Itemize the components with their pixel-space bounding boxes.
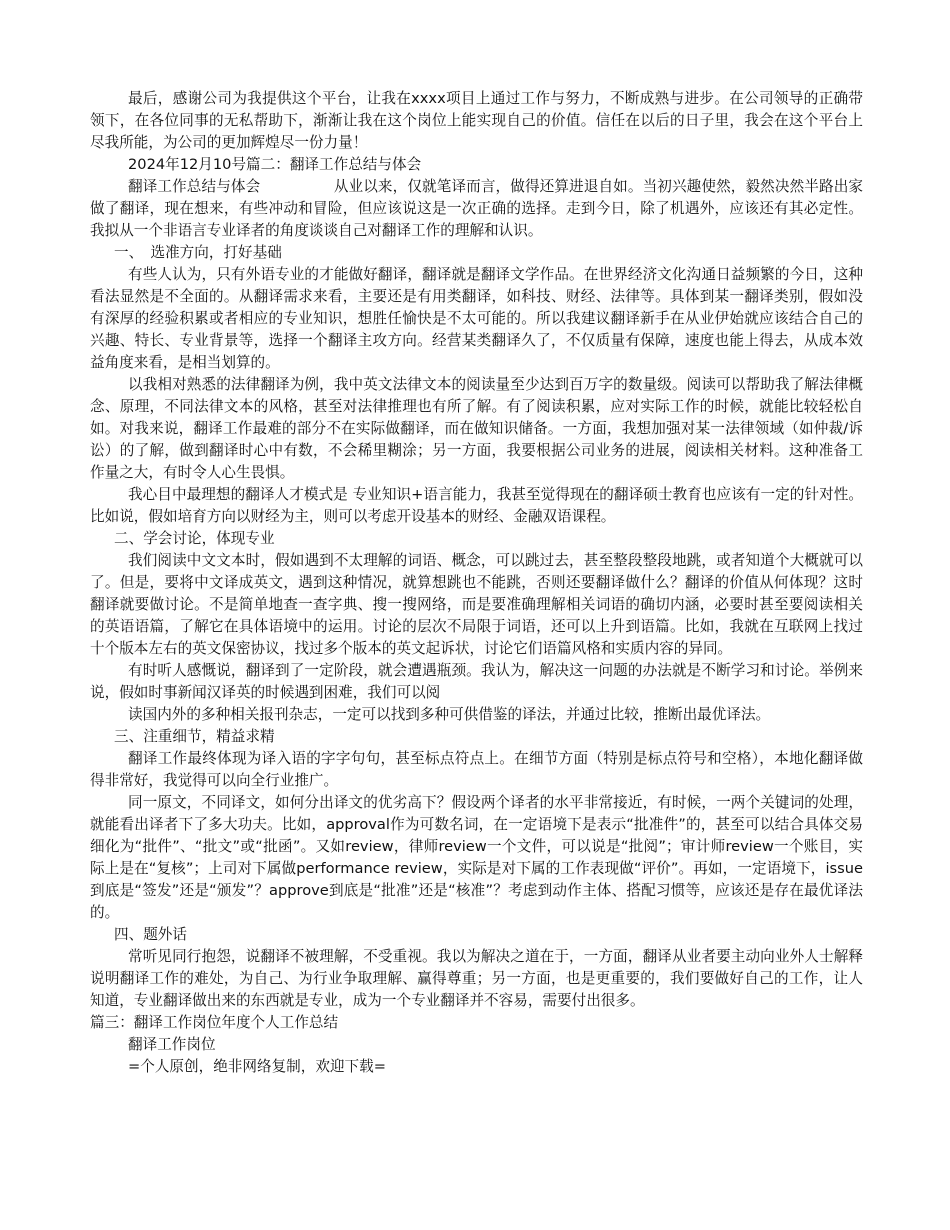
section-heading-1: 一、 选准方向，打好基础 bbox=[114, 244, 282, 261]
paragraph-bottleneck: 有时听人感慨说，翻译到了一定阶段，就会遭遇瓶颈。我认为，解决这一问题的办法就是不断学习和讨论。举例来说，假如时事新闻汉译英的时候遇到困难，我们可以阅 bbox=[90, 662, 863, 701]
paragraph-aside: 常听见同行抱怨，说翻译不被理解，不受重视。我以为解决之道在于，一方面，翻译从业者要主动向业外人士解释说明翻译工作的难处，为自己、为行业争取理解、赢得尊重；另一方面，也是更重要的，我们要做好自己的工作，让人知道，专业翻译做出来的东西就是专业，成为一个专业翻译并不容易，需要付出很多。 bbox=[90, 948, 863, 1009]
paragraph-original-notice: =个人原创，绝非网络复制，欢迎下载= bbox=[128, 1058, 386, 1075]
paragraph-closing-thanks: 最后，感谢公司为我提供这个平台，让我在xxxx项目上通过工作与努力，不断成熟与进步。在公司领导的正确带领下，在各位同事的无私帮助下，渐渐让我在这个岗位上能实现自己的价值。信任在以后的日子里，我会在这个平台上尽我所能，为公司的更加辉煌尽一份力量！ bbox=[90, 90, 863, 151]
paragraph-research: 我们阅读中文文本时，假如遇到不太理解的词语、概念，可以跳过去，甚至整段整段地跳，或者知道个大概就可以了。但是，要将中文译成英文，遇到这种情况，就算想跳也不能跳，否则还要翻译做什么？翻译的价值从何体现？这时翻译就要做讨论。不是简单地查一查字典、搜一搜网络，而是要准确理解相关词语的确切内涵，必要时甚至要阅读相关的英语语篇，了解它在具体语境中的运用。讨论的层次不局限于词语，还可以上升到语篇。比如，我就在互联网上找过十个版本左右的英文保密协议，找过多个版本的英文起诉状，讨论它们语篇风格和实质内容的异同。 bbox=[90, 552, 863, 657]
paragraph-reading-sources: 读国内外的多种相关报刊杂志，一定可以找到多种可供借鉴的译法，并通过比较，推断出最优译法。 bbox=[128, 706, 771, 723]
paragraph-details: 翻译工作最终体现为译入语的字字句句，甚至标点符点上。在细节方面（特别是标点符号和空格），本地化翻译做得非常好，我觉得可以向全行业推广。 bbox=[90, 750, 863, 789]
document-body bbox=[90, 88, 863, 1078]
paragraph-job-title: 翻译工作岗位 bbox=[128, 1036, 216, 1053]
paragraph-date-part-two-title: 2024年12月10号篇二：翻译工作总结与体会 bbox=[128, 156, 422, 173]
section-heading-3: 三、注重细节，精益求精 bbox=[114, 728, 275, 745]
paragraph-translation-intro: 翻译工作总结与体会 从业以来，仅就笔译而言，做得还算进退自如。当初兴趣使然，毅然决然半路出家做了翻译，现在想来，有些冲动和冒险，但应该说这是一次正确的选择。走到今日，除了机遇外，应该还有其必定性。我拟从一个非语言专业译者的角度谈谈自己对翻译工作的理解和认识。 bbox=[90, 178, 863, 239]
paragraph-word-choice: 同一原文，不同译文，如何分出译文的优劣高下？假设两个译者的水平非常接近，有时候，一两个关键词的处理，就能看出译者下了多大功夫。比如，approval作为可数名词，在一定语境下是表示“批准件”的，甚至可以结合具体交易细化为“批件”、“批文”或“批函”。又如review，律师review一个文件，可以说是“批阅”；审计师review一个账目，实际上是在“复核”；上司对下属做performance review，实际是对下属的工作表现做“评价”。再如，一定语境下，issue到底是“签发”还是“颁发”？approve到底是“批准”还是“核准”？考虑到动作主体、搭配习惯等，应该还是存在最优译法的。 bbox=[90, 794, 863, 921]
section-heading-4: 四、题外话 bbox=[114, 926, 187, 943]
paragraph-ideal-model: 我心目中最理想的翻译人才模式是 专业知识+语言能力，我甚至觉得现在的翻译硕士教育也应该有一定的针对性。比如说，假如培育方向以财经为主，则可以考虑开设基本的财经、金融双语课程。 bbox=[90, 486, 863, 525]
section-heading-2: 二、学会讨论，体现专业 bbox=[114, 530, 275, 547]
paragraph-direction-choice: 有些人认为，只有外语专业的才能做好翻译，翻译就是翻译文学作品。在世界经济文化沟通日益频繁的今日，这种看法显然是不全面的。从翻译需求来看，主要还是有用类翻译，如科技、财经、法律等。具体到某一翻译类别，假如没有深厚的经验积累或者相应的专业知识，想胜任愉快是不太可能的。所以我建议翻译新手在从业伊始就应该结合自己的兴趣、特长、专业背景等，选择一个翻译主攻方向。经营某类翻译久了，不仅质量有保障，速度也能上得去，从成本效益角度来看，是相当划算的。 bbox=[90, 266, 863, 371]
part-three-title: 篇三：翻译工作岗位年度个人工作总结 bbox=[90, 1014, 339, 1031]
paragraph-legal-translation: 以我相对熟悉的法律翻译为例，我中英文法律文本的阅读量至少达到百万字的数量级。阅读可以帮助我了解法律概念、原理，不同法律文本的风格，甚至对法律推理也有所了解。有了阅读积累，应对实际工作的时候，就能比较轻松自如。对我来说，翻译工作最难的部分不在实际做翻译，而在做知识储备。一方面，我想加强对某一法律领域（如仲裁/诉讼）的了解，做到翻译时心中有数，不会稀里糊涂；另一方面，我要根据公司业务的进展，阅读相关材料。这种准备工作量之大，有时令人心生畏惧。 bbox=[90, 376, 863, 481]
